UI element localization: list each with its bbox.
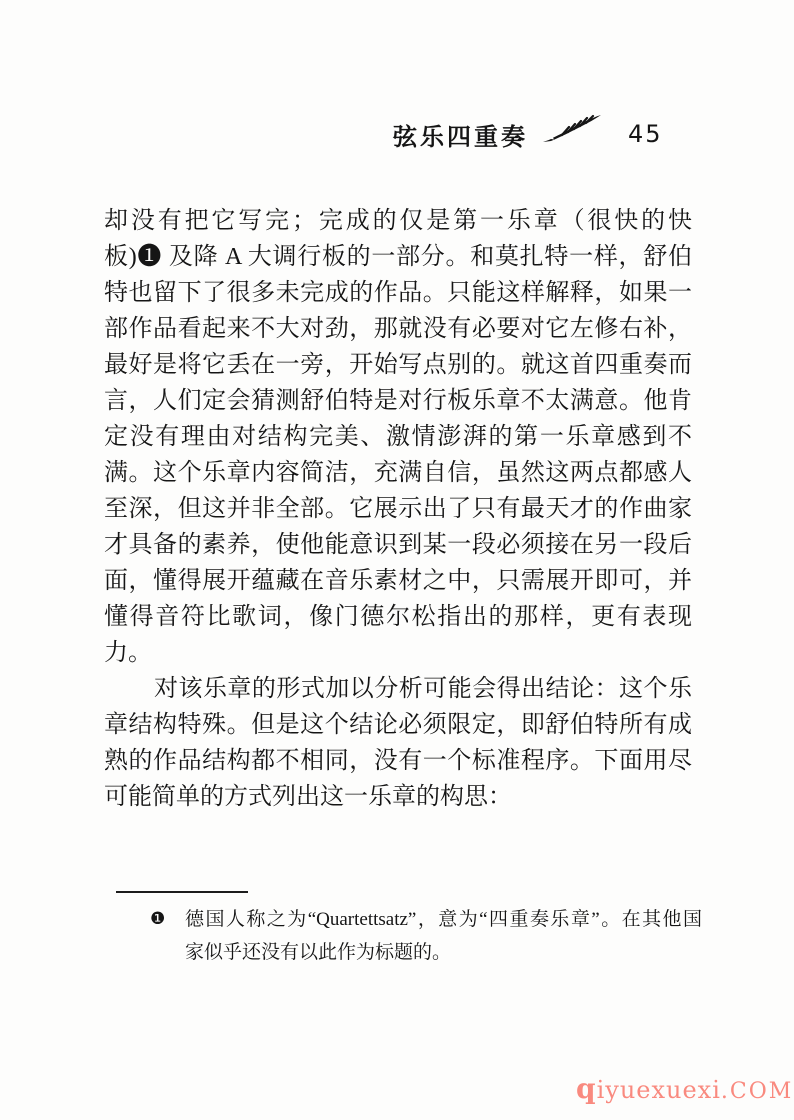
body-line: 才具备的素养，使他能意识到某一段必须接在另一段后 (104, 532, 692, 558)
footnote-line: 德国人称之为“Quartettsatz”，意为“四重奏乐章”。在其他国 (185, 909, 702, 930)
chapter-title: 弦乐四重奏 (393, 122, 528, 151)
watermark-com: .COM (720, 1079, 794, 1104)
footnote-text (185, 903, 702, 969)
body-line: 至深，但这并非全部。它展示出了只有最天才的作曲家 (104, 496, 692, 522)
body-line: 章结构特殊。但是这个结论必须限定，即舒伯特所有成 (104, 712, 692, 738)
footnote-marker: ❶ (150, 909, 166, 929)
body-line: 却没有把它写完；完成的仅是第一乐章（很快的快 (104, 208, 692, 234)
body-line: 最好是将它丢在一旁，开始写点别的。就这首四重奏而 (104, 352, 692, 378)
body-line: 面，懂得展开蕴藏在音乐素材之中，只需展开即可，并 (104, 568, 692, 594)
body-line: 对该乐章的形式加以分析可能会得出结论：这个乐 (154, 676, 692, 702)
body-line: 板)❶ 及降 A 大调行板的一部分。和莫扎特一样，舒伯 (104, 244, 692, 270)
watermark-q: q (576, 1072, 597, 1105)
page-number: 45 (628, 120, 663, 148)
body-line: 力。 (104, 640, 152, 666)
footnote-divider (116, 891, 248, 893)
body-line: 可能简单的方式列出这一乐章的构思： (104, 784, 512, 810)
body-line: 部作品看起来不大对劲，那就没有必要对它左修右补， (104, 316, 692, 342)
body-text (104, 203, 692, 815)
body-line: 懂得音符比歌词，像门德尔松指出的那样，更有表现 (104, 604, 692, 630)
quill-feather-icon (540, 114, 604, 149)
body-line: 特也留下了很多未完成的作品。只能这样解释，如果一 (104, 280, 692, 306)
footnote (150, 903, 702, 969)
footnote-line: 家似乎还没有以此作为标题的。 (185, 942, 452, 963)
body-line: 定没有理由对结构完美、激情澎湃的第一乐章感到不 (104, 424, 692, 450)
body-line: 满。这个乐章内容简洁，充满自信，虽然这两点都感人 (104, 460, 692, 486)
watermark (576, 1072, 793, 1105)
body-line: 熟的作品结构都不相同，没有一个标准程序。下面用尽 (104, 748, 692, 774)
body-line: 言，人们定会猜测舒伯特是对行板乐章不太满意。他肯 (104, 388, 692, 414)
page-header (393, 116, 663, 152)
watermark-mid: iyuexuexi (596, 1076, 721, 1104)
